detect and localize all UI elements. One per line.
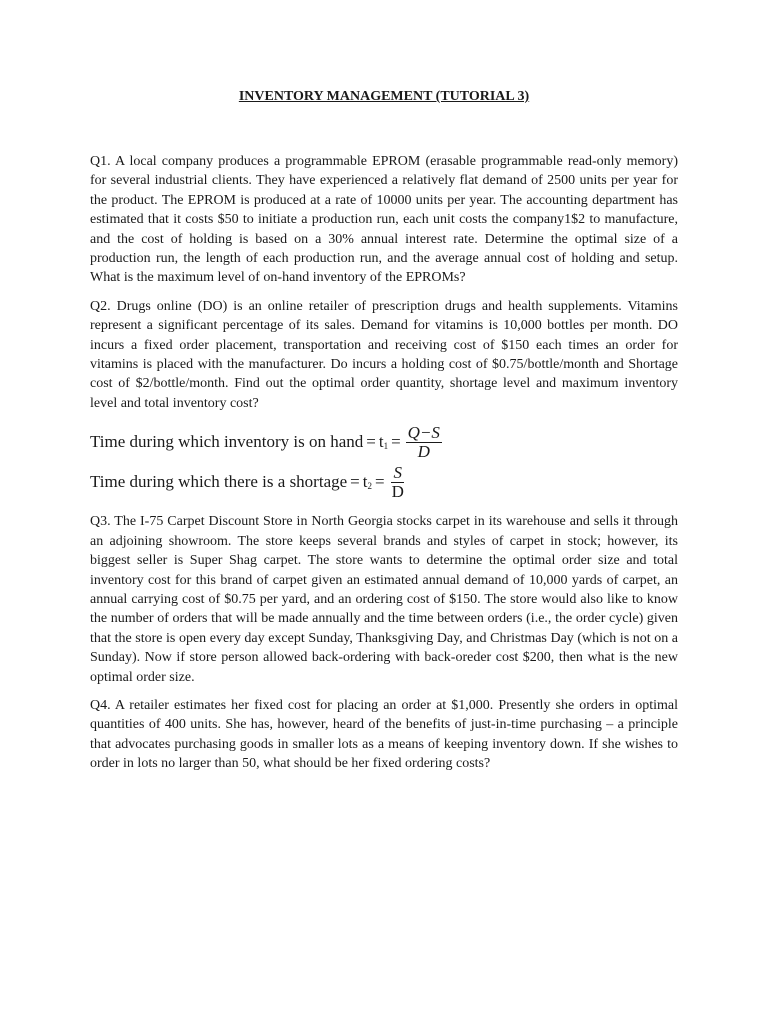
question-4: Q4. A retailer estimates her fixed cost for placing an order at $1,000. Presently she orders in optimal quantities of 400 units. She has, however, heard of the benefits of just-in-time purchasing – a principle that advocates purchasing goods in smaller lots as a means of keeping inventory down. If she wishes to order in lots no larger than 50, what should be her fixed ordering costs? (90, 697, 678, 772)
formula-1-denominator: D (417, 441, 430, 461)
formula-2-numerator: S (393, 462, 402, 482)
formula-inventory-on-hand (90, 422, 678, 462)
formula-2-variable: $t_2$ (362, 472, 372, 492)
formula-2-equals-2: = (375, 472, 385, 492)
formula-2-fraction (390, 464, 406, 501)
formula-2-label: Time during which there is a shortage (90, 472, 348, 492)
formula-block (90, 422, 678, 502)
formula-1-variable: $t_1$ (378, 432, 389, 452)
formula-2-equals: = (350, 472, 360, 492)
formula-1-numerator: Q−S (407, 422, 440, 442)
formula-1-equals: = (366, 432, 376, 452)
formula-shortage-time (90, 462, 678, 502)
question-3: Q3. The I-75 Carpet Discount Store in North Georgia stocks carpet in its warehouse and sells it through an adjoining showroom. The store keeps several brands and styles of carpet in stock; however, its biggest seller is Super Shag carpet. The store wants to determine the optimal order size and total inventory cost for this brand of carpet given an estimated annual demand of 10,000 yards of carpet, an annual carrying cost of $0.75 per yard, and an ordering cost of $150. The store would also like to know the number of orders that will be made annually and the time between orders (i.e., the order cycle) given that the store is open every day except Sunday, Thanksgiving Day, and Christmas Day (which is not on a Sunday). Now if store person allowed back-ordering with back-oreder cost $200, then what is the new optimal order size. (90, 514, 678, 685)
question-1: Q1. A local company produces a programmable EPROM (erasable programmable read-only memory) for several industrial clients. They have experienced a relatively flat demand of 2500 units per year for the product. The EPROM is produced at a rate of 10000 units per year. The accounting department has estimated that it costs $50 to initiate a production run, each unit costs the company1$2 to manufacture, and the cost of holding is based on a 30% annual interest rate. Determine the optimal size of a production run, the length of each production run, and the average annual cost of holding and setup. What is the maximum level of on-hand inventory of the EPROMs? (90, 154, 678, 286)
page-title: INVENTORY MANAGEMENT (TUTORIAL 3) (238, 89, 530, 104)
formula-1-label: Time during which inventory is on hand (90, 432, 364, 452)
formula-1-equals-2: = (391, 432, 401, 452)
document-page (90, 88, 678, 783)
formula-2-denominator: D (391, 481, 404, 501)
question-2: Q2. Drugs online (DO) is an online retailer of prescription drugs and health supplements. Vitamins represent a significant percentage of its sales. Demand for vitamins is 10,000 bottles per month. DO incurs a fixed order placement, transportation and receiving cost of $150 each times an order for vitamins is placed with the manufacturer. Do incurs a holding cost of $0.75/bottle/month and Shortage cost of $2/bottle/month. Find out the optimal order quantity, shortage level and maximum inventory level and total inventory cost? (90, 298, 678, 411)
formula-1-fraction (406, 424, 442, 461)
